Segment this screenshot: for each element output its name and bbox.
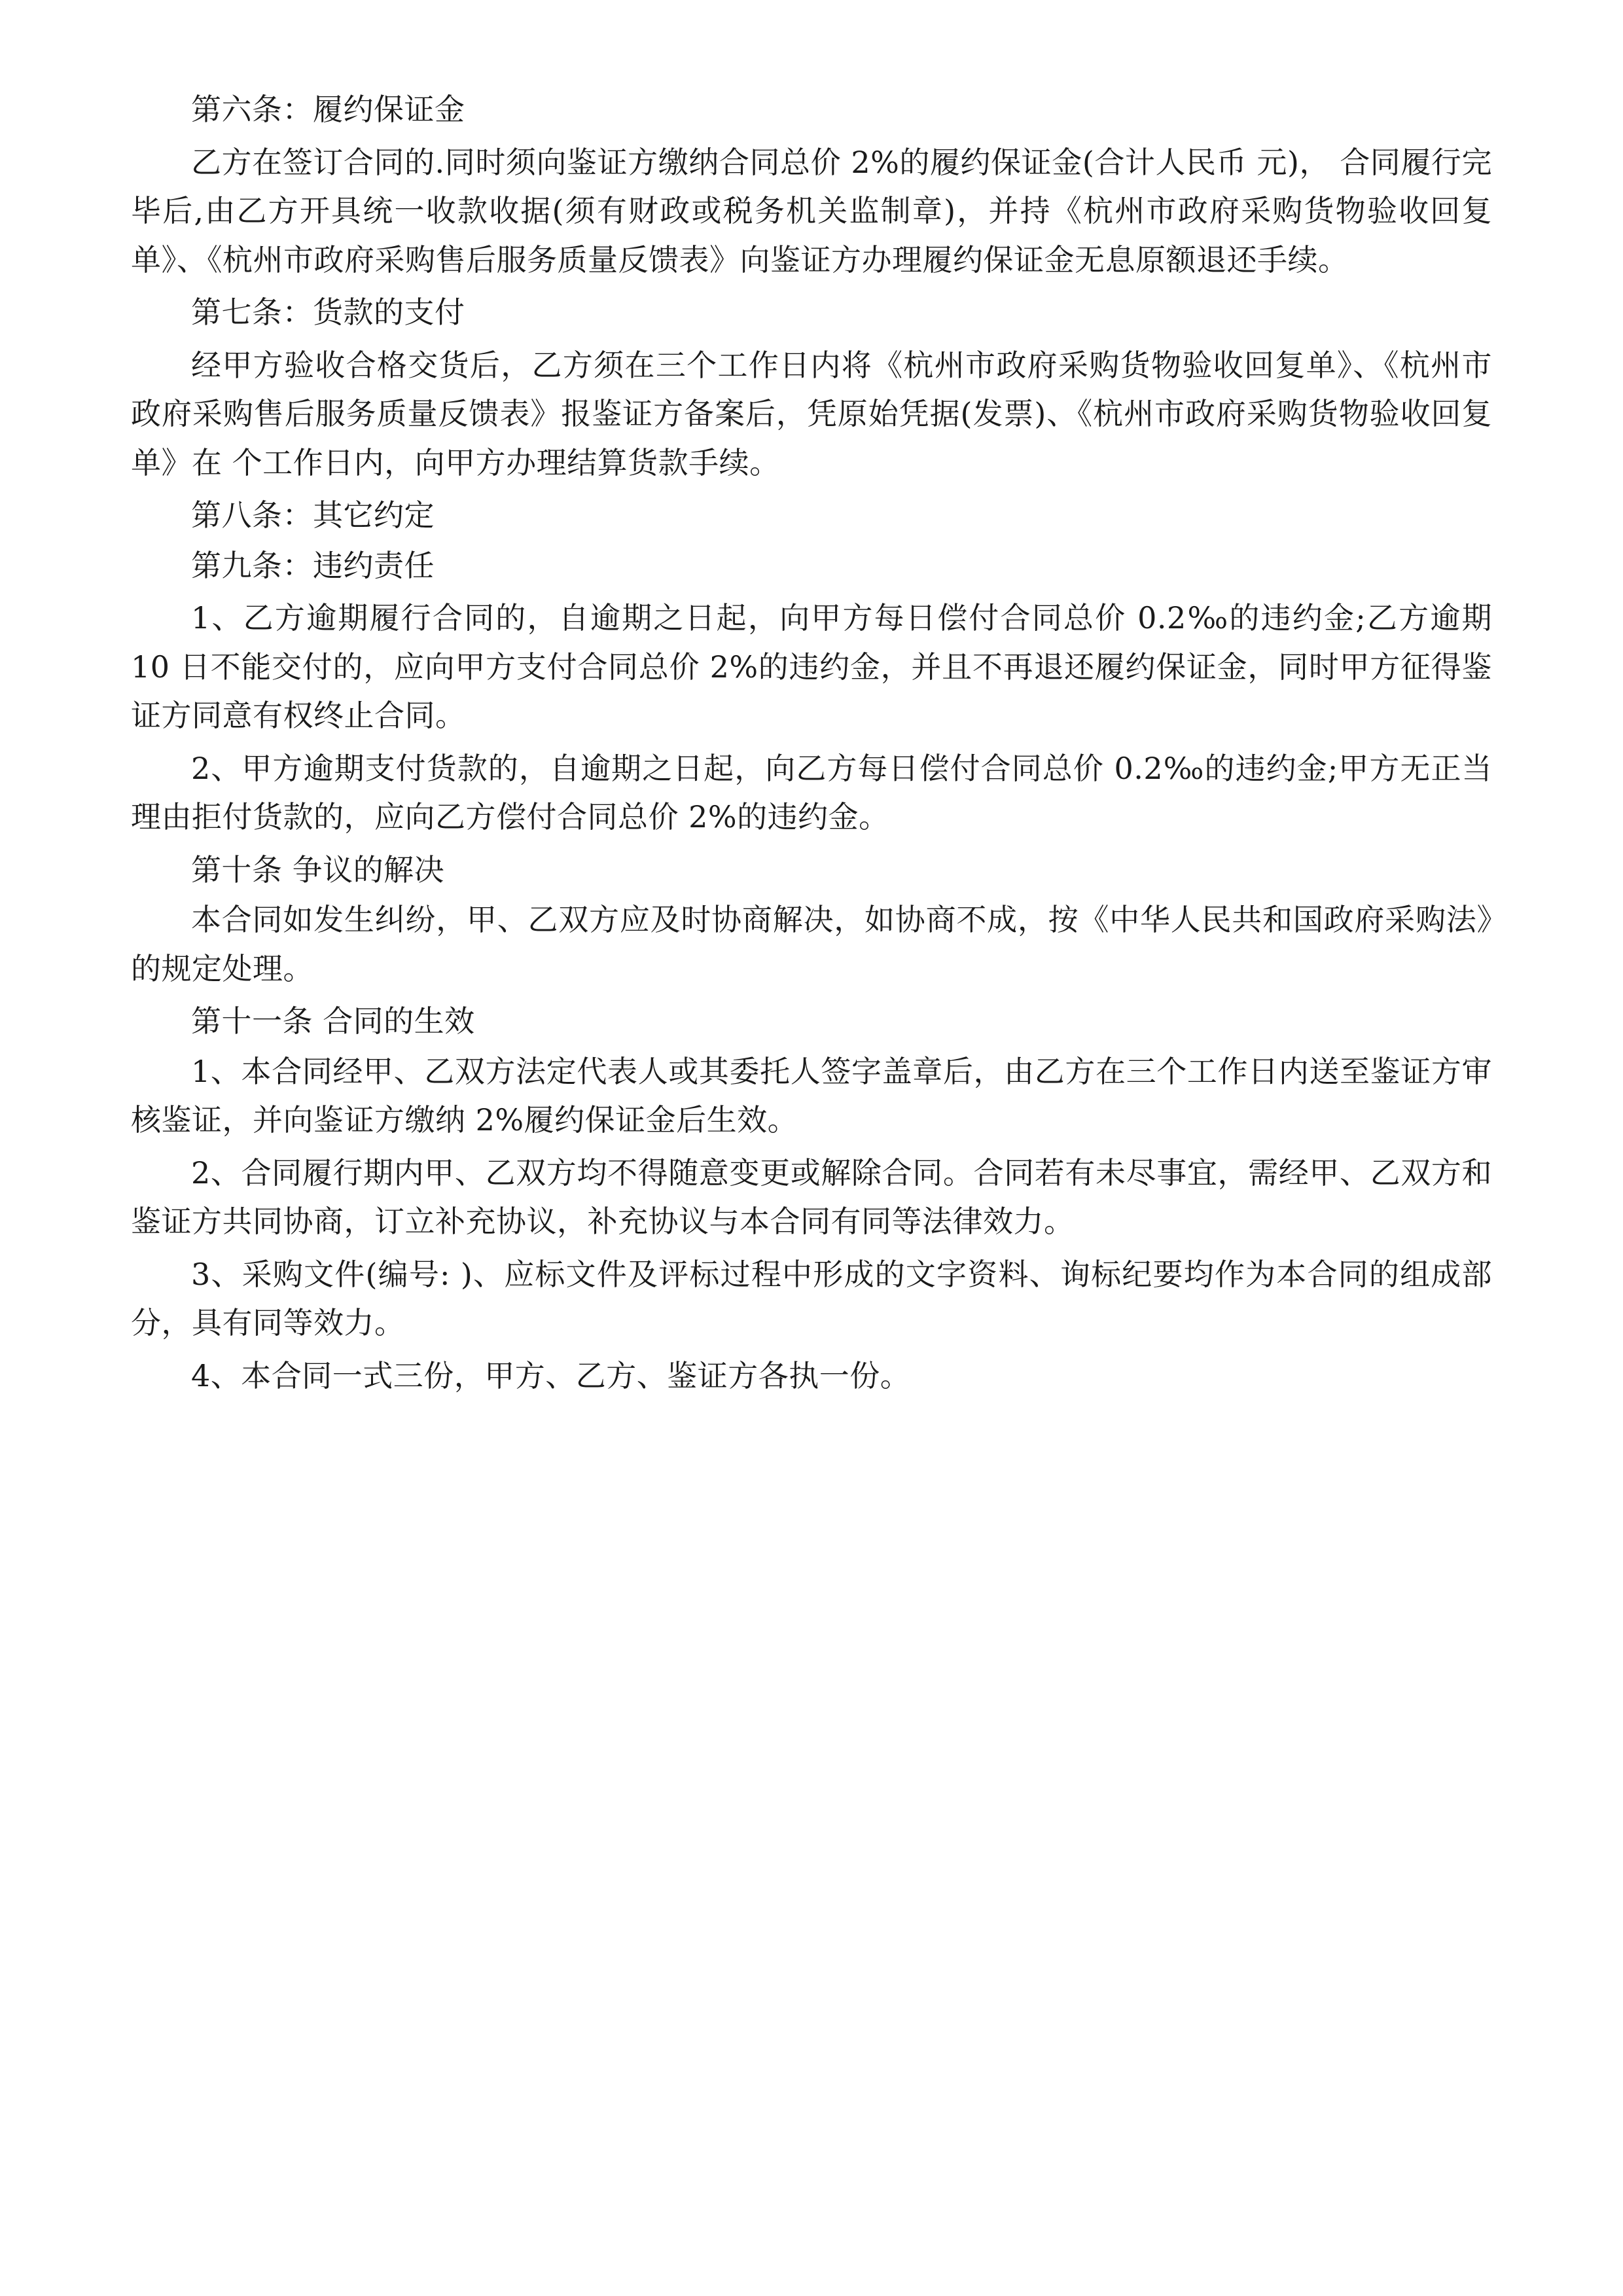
clause-six-heading: 第六条：履约保证金 bbox=[191, 92, 465, 127]
clause-nine-item-2: 2、甲方逾期支付货款的，自逾期之日起，向乙方每日偿付合同总价 0.2‰的违约金;甲方无正当理由拒付货款的，应向乙方偿付合同总价 2%的违约金。 bbox=[131, 750, 1492, 835]
clause-ten-heading: 第十条 争议的解决 bbox=[191, 852, 445, 888]
clause-eleven-item-1: 1、本合同经甲、乙双方法定代表人或其委托人签字盖章后，由乙方在三个工作日内送至鉴证方审核鉴证，并向鉴证方缴纳 2%履约保证金后生效。 bbox=[131, 1053, 1492, 1138]
clause-seven-heading: 第七条：货款的支付 bbox=[191, 295, 465, 331]
clause-nine-heading: 第九条：违约责任 bbox=[191, 547, 435, 583]
clause-seven-body: 经甲方验收合格交货后，乙方须在三个工作日内将《杭州市政府采购货物验收回复单》、《杭州市政府采购售后服务质量反馈表》报鉴证方备案后，凭原始凭据(发票)、《杭州市政府采购货物验收回复单》在 个工作日内，向甲方办理结算货款手续。 bbox=[131, 347, 1492, 480]
clause-eleven-item-3: 3、采购文件(编号: )、应标文件及评标过程中形成的文字资料、询标纪要均作为本合同的组成部分，具有同等效力。 bbox=[131, 1256, 1492, 1341]
clause-eleven-item-2: 2、合同履行期内甲、乙双方均不得随意变更或解除合同。合同若有未尽事宜，需经甲、乙双方和鉴证方共同协商，订立补充协议，补充协议与本合同有同等法律效力。 bbox=[131, 1155, 1492, 1240]
clause-nine-item-1: 1、乙方逾期履行合同的，自逾期之日起，向甲方每日偿付合同总价 0.2‰的违约金;乙方逾期 10 日不能交付的，应向甲方支付合同总价 2%的违约金，并且不再退还履约保证金，同时甲方征得鉴证方同意有权终止合同。 bbox=[131, 600, 1492, 734]
clause-six-body: 乙方在签订合同的.同时须向鉴证方缴纳合同总价 2%的履约保证金(合计人民币 元)， 合同履行完毕后,由乙方开具统一收款收据(须有财政或税务机关监制章)，并持《杭州市政府采购货物验收回复单》、《杭州市政府采购售后服务质量反馈表》向鉴证方办理履约保证金无息原额退还手续。 bbox=[131, 144, 1492, 278]
document-body bbox=[131, 85, 1492, 1400]
clause-eleven-item-4: 4、本合同一式三份，甲方、乙方、鉴证方各执一份。 bbox=[191, 1357, 911, 1393]
clause-eight-heading: 第八条：其它约定 bbox=[191, 497, 435, 533]
clause-eleven-heading: 第十一条 合同的生效 bbox=[191, 1003, 475, 1039]
clause-ten-body: 本合同如发生纠纷，甲、乙双方应及时协商解决，如协商不成，按《中华人民共和国政府采购法》的规定处理。 bbox=[131, 902, 1492, 986]
